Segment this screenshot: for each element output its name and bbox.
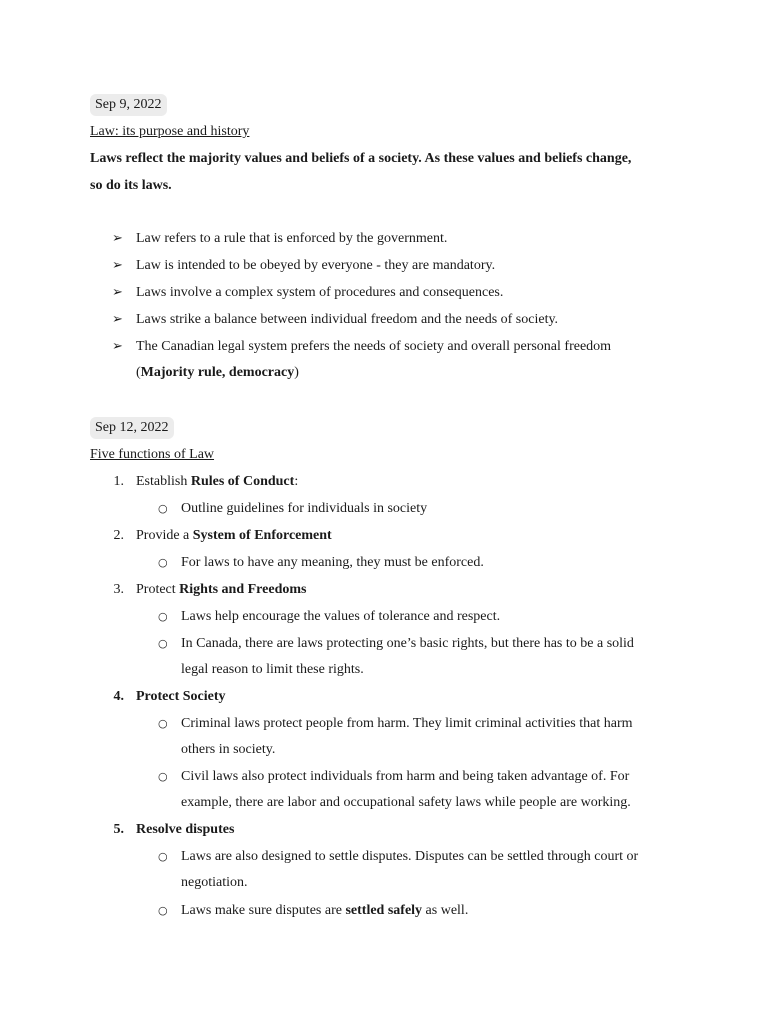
section-heading: Five functions of Law (90, 447, 215, 462)
list-number: 4. (113, 689, 124, 704)
sub-item: Laws make sure disputes are settled safely as well. (181, 903, 469, 918)
intro-text-line: Laws reflect the majority values and beliefs of a society. As these values and beliefs change, (90, 151, 632, 166)
date-chip[interactable]: Sep 12, 2022 (90, 417, 174, 439)
sub-item: Outline guidelines for individuals in society (181, 501, 428, 516)
circle-bullet-icon: ○ (158, 637, 168, 650)
intro-text-line: so do its laws. (90, 178, 172, 193)
list-number: 5. (113, 822, 124, 837)
sub-item: Criminal laws protect people from harm. They limit criminal activities that harm (181, 716, 633, 731)
date-chip[interactable]: Sep 9, 2022 (90, 94, 167, 116)
arrow-bullet-icon: ➢ (112, 312, 123, 327)
sub-item-continuation: example, there are labor and occupational safety laws while people are working. (181, 795, 631, 810)
list-item: Establish Rules of Conduct: (136, 474, 299, 489)
circle-bullet-icon: ○ (158, 850, 168, 863)
arrow-bullet-icon: ➢ (112, 339, 123, 354)
sub-item: Laws are also designed to settle disputes. Disputes can be settled through court or (181, 849, 639, 864)
arrow-bullet-icon: ➢ (112, 285, 123, 300)
list-number: 3. (113, 582, 124, 597)
sub-item: In Canada, there are laws protecting one’s basic rights, but there has to be a solid (181, 636, 634, 651)
list-item: Resolve disputes (136, 822, 235, 837)
bullet-item: Law is intended to be obeyed by everyone - they are mandatory. (136, 258, 496, 273)
list-number: 2. (113, 528, 124, 543)
arrow-bullet-icon: ➢ (112, 231, 123, 246)
circle-bullet-icon: ○ (158, 556, 168, 569)
list-number: 1. (113, 474, 124, 489)
bullet-item: The Canadian legal system prefers the needs of society and overall personal freedom (136, 339, 612, 354)
bullet-item-continuation: (Majority rule, democracy) (136, 365, 299, 380)
sub-item-continuation: negotiation. (181, 875, 248, 890)
sub-item-continuation: others in society. (181, 742, 276, 757)
bullet-item: Law refers to a rule that is enforced by the government. (136, 231, 448, 246)
sub-item-continuation: legal reason to limit these rights. (181, 662, 364, 677)
arrow-bullet-icon: ➢ (112, 258, 123, 273)
list-item: Provide a System of Enforcement (136, 528, 332, 543)
circle-bullet-icon: ○ (158, 717, 168, 730)
section-heading: Law: its purpose and history (90, 124, 250, 139)
list-item: Protect Rights and Freedoms (136, 582, 307, 597)
bullet-item: Laws involve a complex system of procedures and consequences. (136, 285, 504, 300)
circle-bullet-icon: ○ (158, 502, 168, 515)
sub-item: Laws help encourage the values of tolerance and respect. (181, 609, 501, 624)
circle-bullet-icon: ○ (158, 610, 168, 623)
circle-bullet-icon: ○ (158, 904, 168, 917)
bullet-item: Laws strike a balance between individual freedom and the needs of society. (136, 312, 559, 327)
list-item: Protect Society (136, 689, 226, 704)
sub-item: For laws to have any meaning, they must be enforced. (181, 555, 484, 570)
sub-item: Civil laws also protect individuals from harm and being taken advantage of. For (181, 769, 630, 784)
circle-bullet-icon: ○ (158, 770, 168, 783)
